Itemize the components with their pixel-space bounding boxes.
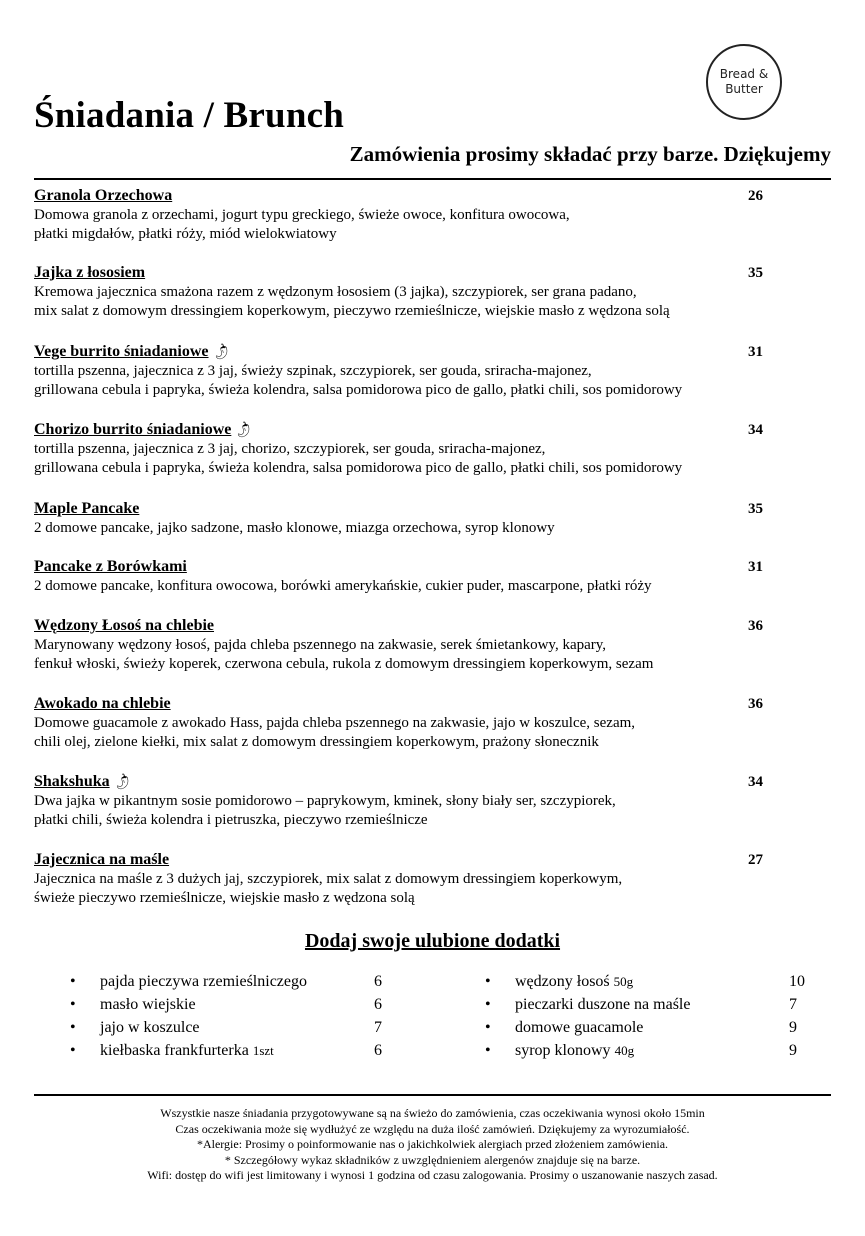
- menu-item-price: 26: [748, 188, 763, 204]
- menu-item: [34, 694, 764, 752]
- chili-pepper-icon: 🌶: [110, 770, 133, 793]
- bullet-icon: •: [70, 996, 76, 1013]
- menu-item-name: Wędzony Łosoś na chlebie: [34, 617, 215, 634]
- addon-item: [70, 972, 400, 995]
- menu-item-description: Jajecznica na maśle z 3 dużych jaj, szczypiorek, mix salat z domowym dressingiem koperkowym,: [34, 871, 623, 887]
- addon-label: masło wiejskie: [100, 996, 196, 1013]
- menu-item-description: płatki chili, świeża kolendra i pietruszka, pieczywo rzemieślnicze: [34, 812, 428, 828]
- menu-item-description: Domowe guacamole z awokado Hass, pajda chleba pszennego na zakwasie, jajo w koszulce, sezam,: [34, 715, 636, 731]
- menu-item: [34, 850, 764, 908]
- bullet-icon: •: [70, 1042, 76, 1059]
- footer-notes: [0, 1106, 865, 1184]
- footer-line: Wszystkie nasze śniadania przygotowywane są na świeżo do zamówienia, czas oczekiwania wynosi około 15min: [160, 1106, 705, 1120]
- menu-item-description: mix salat z domowym dressingiem koperkowym, pieczywo rzemieślnicze, wiejskie masło z wędzona solą: [34, 303, 670, 319]
- addon-item: [485, 972, 815, 995]
- menu-item-name: Awokado na chlebie: [34, 695, 171, 712]
- menu-item-description: fenkuł włoski, świeży koperek, czerwona cebula, rukola z domowym dressingiem koperkowym, sezam: [34, 656, 654, 672]
- bullet-icon: •: [70, 1019, 76, 1036]
- menu-item-description: tortilla pszenna, jajecznica z 3 jaj, chorizo, szczypiorek, ser gouda, sriracha-majonez,: [34, 441, 546, 457]
- menu-item-price: 34: [748, 774, 763, 790]
- footer-divider: [34, 1094, 831, 1096]
- bullet-icon: •: [485, 1019, 491, 1036]
- addon-note: 1szt: [252, 1043, 274, 1058]
- footer-line: Czas oczekiwania może się wydłużyć ze względu na duża ilość zamówień. Dziękujemy za wyrozumiałość.: [175, 1121, 690, 1136]
- chili-pepper-icon: 🌶: [232, 418, 255, 441]
- bullet-icon: •: [485, 973, 491, 990]
- addons-title: Dodaj swoje ulubione dodatki: [304, 930, 561, 952]
- menu-item-name: Vege burrito śniadaniowe: [34, 343, 209, 360]
- menu-item-description: Domowa granola z orzechami, jogurt typu greckiego, świeże owoce, konfitura owocowa,: [34, 207, 570, 223]
- addon-item: [70, 995, 400, 1018]
- bullet-icon: •: [485, 1042, 491, 1059]
- logo: [706, 44, 782, 120]
- menu-item-price: 34: [748, 422, 763, 438]
- addons-list-left: [70, 972, 400, 1064]
- menu-item-name: Jajecznica na maśle: [34, 851, 170, 868]
- footer-line: Wifi: dostęp do wifi jest limitowany i wynosi 1 godzina od czasu zalogowania. Prosimy o uszanowanie naszych zasad.: [147, 1168, 718, 1182]
- menu-item: [34, 186, 764, 244]
- menu-item-price: 35: [748, 265, 763, 281]
- menu-item: [34, 499, 764, 538]
- addon-price: 6: [374, 973, 382, 990]
- logo-line-2: Butter: [725, 82, 763, 96]
- menu-item-price: 36: [748, 696, 763, 712]
- addon-price: 7: [374, 1019, 382, 1036]
- addon-price: 9: [789, 1019, 797, 1036]
- addon-label: syrop klonowy 40g: [515, 1042, 635, 1059]
- addon-price: 9: [789, 1042, 797, 1059]
- page-subtitle: Zamówienia prosimy składać przy barze. Dziękujemy: [349, 142, 831, 166]
- menu-item-price: 31: [748, 559, 763, 575]
- addons-list-right: [485, 972, 815, 1064]
- addon-label: kiełbaska frankfurterka 1szt: [100, 1042, 274, 1059]
- addon-label: wędzony łosoś 50g: [515, 973, 634, 990]
- menu-item-price: 36: [748, 618, 763, 634]
- menu-item-description: grillowana cebula i papryka, świeża kolendra, salsa pomidorowa pico de gallo, płatki chili, sos pomidorowy: [34, 460, 683, 476]
- menu-item: [34, 263, 764, 321]
- addon-label: pajda pieczywa rzemieślniczego: [100, 973, 307, 990]
- menu-item-name: Maple Pancake: [34, 500, 140, 517]
- addon-item: [485, 1041, 815, 1064]
- menu-item-description: płatki migdałów, płatki róży, miód wielokwiatowy: [34, 226, 337, 242]
- header-divider: [34, 178, 831, 180]
- menu-item-description: Kremowa jajecznica smażona razem z wędzonym łososiem (3 jajka), szczypiorek, ser grana padano,: [34, 284, 637, 300]
- menu-item-name: Granola Orzechowa: [34, 187, 173, 204]
- addon-label: domowe guacamole: [515, 1019, 644, 1036]
- footer-line: *Alergie: Prosimy o poinformowanie nas o jakichkolwiek alergiach przed złożeniem zamówienia.: [196, 1137, 669, 1151]
- menu-item-description: chili olej, zielone kiełki, mix salat z domowym dressingiem koperkowym, prażony słonecznik: [34, 734, 599, 750]
- logo-line-1: Bread &: [719, 67, 769, 81]
- addon-note: 50g: [613, 974, 634, 989]
- menu-item-description: grillowana cebula i papryka, świeża kolendra, salsa pomidorowa pico de gallo, płatki chili, sos pomidorowy: [34, 382, 683, 398]
- addon-label: pieczarki duszone na maśle: [515, 996, 691, 1013]
- menu-item: [34, 772, 764, 830]
- menu-item: [34, 557, 764, 596]
- menu-item: [34, 420, 764, 478]
- menu-item-description: Marynowany wędzony łosoś, pajda chleba pszennego na zakwasie, serek śmietankowy, kapary,: [34, 637, 607, 653]
- menu-item-description: tortilla pszenna, jajecznica z 3 jaj, świeży szpinak, szczypiorek, ser gouda, sriracha-majonez,: [34, 363, 592, 379]
- page-title: Śniadania / Brunch: [34, 95, 345, 136]
- bullet-icon: •: [485, 996, 491, 1013]
- menu-item: [34, 616, 764, 674]
- addon-price: 6: [374, 996, 382, 1013]
- addon-note: 40g: [614, 1043, 635, 1058]
- addon-item: [70, 1018, 400, 1041]
- addon-price: 10: [789, 973, 805, 990]
- bullet-icon: •: [70, 973, 76, 990]
- menu-item: [34, 342, 764, 400]
- menu-item-price: 31: [748, 344, 763, 360]
- menu-item-name: Jajka z łososiem: [34, 264, 146, 281]
- addon-price: 6: [374, 1042, 382, 1059]
- menu-item-description: 2 domowe pancake, jajko sadzone, masło klonowe, miazga orzechowa, syrop klonowy: [34, 520, 555, 536]
- menu-item-name: Pancake z Borówkami: [34, 558, 187, 575]
- footer-line: * Szczegółowy wykaz składników z uwzględnieniem alergenów znajduje się na barze.: [224, 1152, 641, 1167]
- addon-label: jajo w koszulce: [100, 1019, 200, 1036]
- menu-item-price: 27: [748, 852, 763, 868]
- menu-item-name: Chorizo burrito śniadaniowe: [34, 421, 232, 438]
- addon-price: 7: [789, 996, 797, 1013]
- menu-item-price: 35: [748, 501, 763, 517]
- addon-item: [485, 995, 815, 1018]
- addon-item: [485, 1018, 815, 1041]
- menu-item-description: Dwa jajka w pikantnym sosie pomidorowo – paprykowym, kminek, słony biały ser, szczypiorek,: [34, 793, 616, 809]
- chili-pepper-icon: 🌶: [209, 340, 232, 363]
- addon-item: [70, 1041, 400, 1064]
- menu-item-description: świeże pieczywo rzemieślnicze, wiejskie masło z wędzona solą: [34, 890, 415, 906]
- menu-item-name: Shakshuka: [34, 773, 110, 790]
- menu-item-description: 2 domowe pancake, konfitura owocowa, borówki amerykańskie, cukier puder, mascarpone, płatki róży: [34, 578, 652, 594]
